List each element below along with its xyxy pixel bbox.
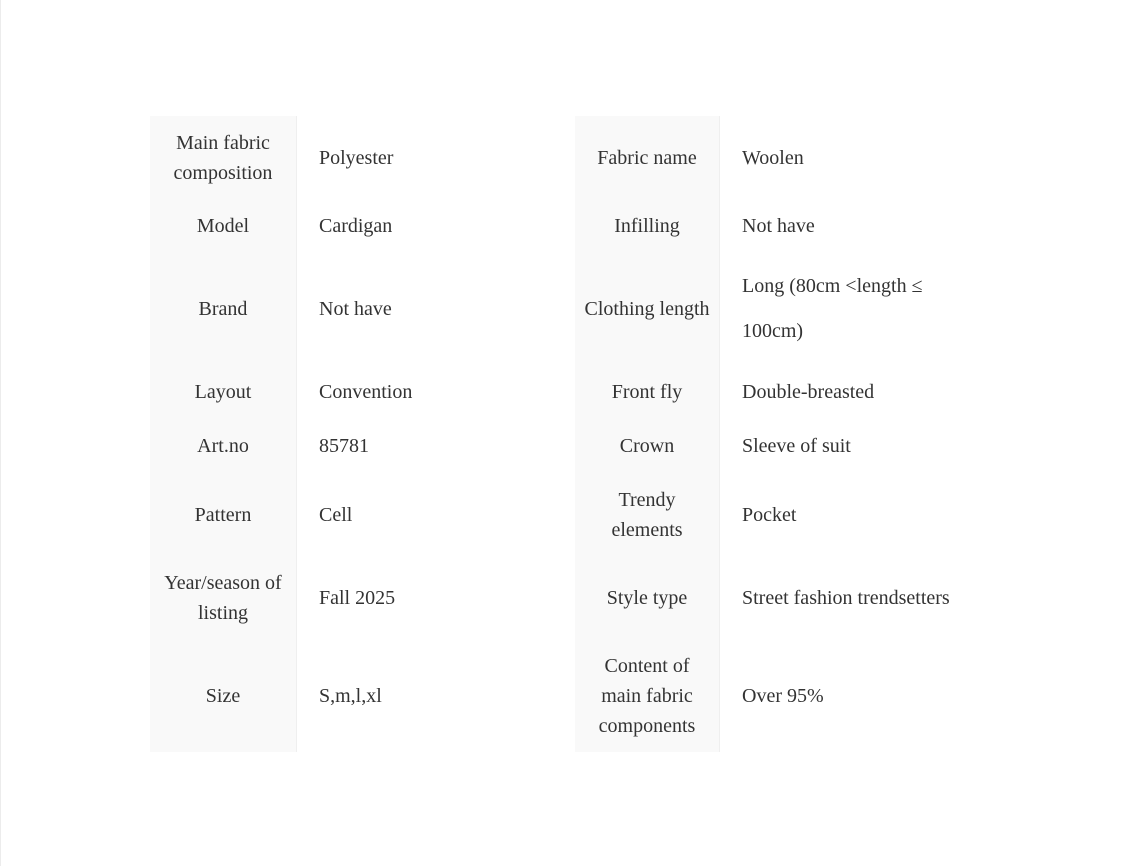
spec-value: Fall 2025 [319,586,396,609]
spec-value: Cell [319,503,353,526]
spec-label: Main fabric composition [150,116,297,199]
spec-value: Sleeve of suit [742,435,851,457]
spec-value: Not have [742,215,815,237]
spec-label: Content of main fabric components [575,639,720,752]
spec-label: Brand [150,253,297,365]
spec-value: 85781 [319,435,369,457]
spec-value: Double-breasted [742,381,875,403]
spec-label: Pattern [150,473,297,556]
spec-value: Street fashion trendsetters [742,586,950,609]
spec-label: Layout [150,365,297,419]
spec-label: Size [150,639,297,752]
spec-label: Art.no [150,419,297,473]
spec-label: Trendy elements [575,473,720,556]
page-left-border [0,0,1,866]
spec-label: Clothing length [575,253,720,365]
spec-value: Not have [319,298,392,320]
spec-value: Cardigan [319,215,393,237]
spec-label: Fabric name [575,116,720,199]
spec-label: Front fly [575,365,720,419]
spec-label: Style type [575,556,720,639]
spec-label: Infilling [575,199,720,253]
spec-value: Convention [319,381,413,403]
spec-label: Year/season of listing [150,556,297,639]
spec-value: Polyester [319,146,394,169]
spec-value: S,m,l,xl [319,684,382,707]
spec-label: Crown [575,419,720,473]
spec-value: Woolen [742,146,804,169]
product-specs-table [150,116,975,752]
spec-value: Pocket [742,503,797,526]
spec-value: Over 95% [742,684,824,707]
spec-value: Long (80cm <length ≤ 100cm) [742,275,923,342]
spec-label: Model [150,199,297,253]
